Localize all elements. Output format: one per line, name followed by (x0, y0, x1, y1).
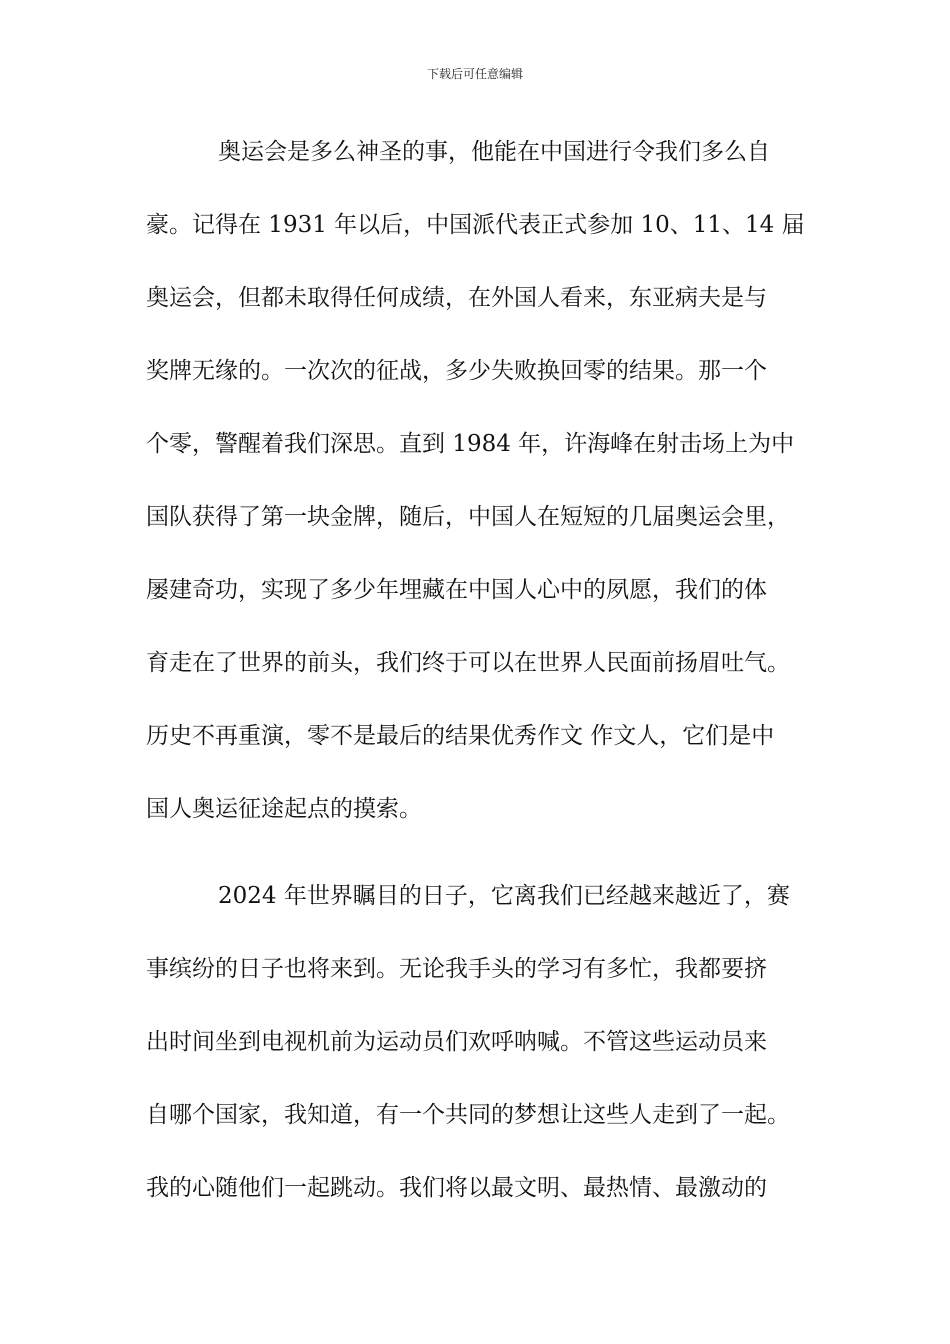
page-header: 下载后可任意编辑 (426, 67, 523, 81)
paragraph-1-line-7: 屡建奇功，实现了多少年埋藏在中国人心中的夙愿，我们的体 (146, 577, 767, 603)
paragraph-2-line-3: 出时间坐到电视机前为运动员们欢呼呐喊。不管这些运动员来 (146, 1029, 767, 1055)
paragraph-1-line-3: 奥运会，但都未取得任何成绩，在外国人看来，东亚病夫是与 (146, 285, 767, 311)
paragraph-1-line-5: 个零，警醒着我们深思。直到 1984 年，许海峰在射击场上为中 (146, 431, 795, 457)
document-body (0, 128, 950, 1328)
paragraph-1-line-4: 奖牌无缘的。一次次的征战，多少失败换回零的结果。那一个 (146, 358, 767, 384)
paragraph-2-line-4: 自哪个国家，我知道，有一个共同的梦想让这些人走到了一起。 (146, 1102, 790, 1128)
paragraph-1-line-9: 历史不再重演，零不是最后的结果优秀作文 作文人，它们是中 (146, 723, 775, 749)
paragraph-1-line-10: 国人奥运征途起点的摸索。 (146, 796, 422, 822)
paragraph-1-line-1: 奥运会是多么神圣的事，他能在中国进行令我们多么自 (218, 139, 770, 165)
paragraph-1-line-6: 国队获得了第一块金牌，随后，中国人在短短的几届奥运会里， (146, 504, 790, 530)
paragraph-1-line-2: 豪。记得在 1931 年以后，中国派代表正式参加 10、11、14 届 (146, 212, 805, 238)
paragraph-2-line-5: 我的心随他们一起跳动。我们将以最文明、最热情、最激动的 (146, 1175, 767, 1201)
paragraph-2-line-2: 事缤纷的日子也将来到。无论我手头的学习有多忙，我都要挤 (146, 956, 767, 982)
paragraph-2-line-1: 2024 年世界瞩目的日子，它离我们已经越来越近了，赛 (218, 883, 790, 909)
paragraph-1-line-8: 育走在了世界的前头，我们终于可以在世界人民面前扬眉吐气。 (146, 650, 790, 676)
